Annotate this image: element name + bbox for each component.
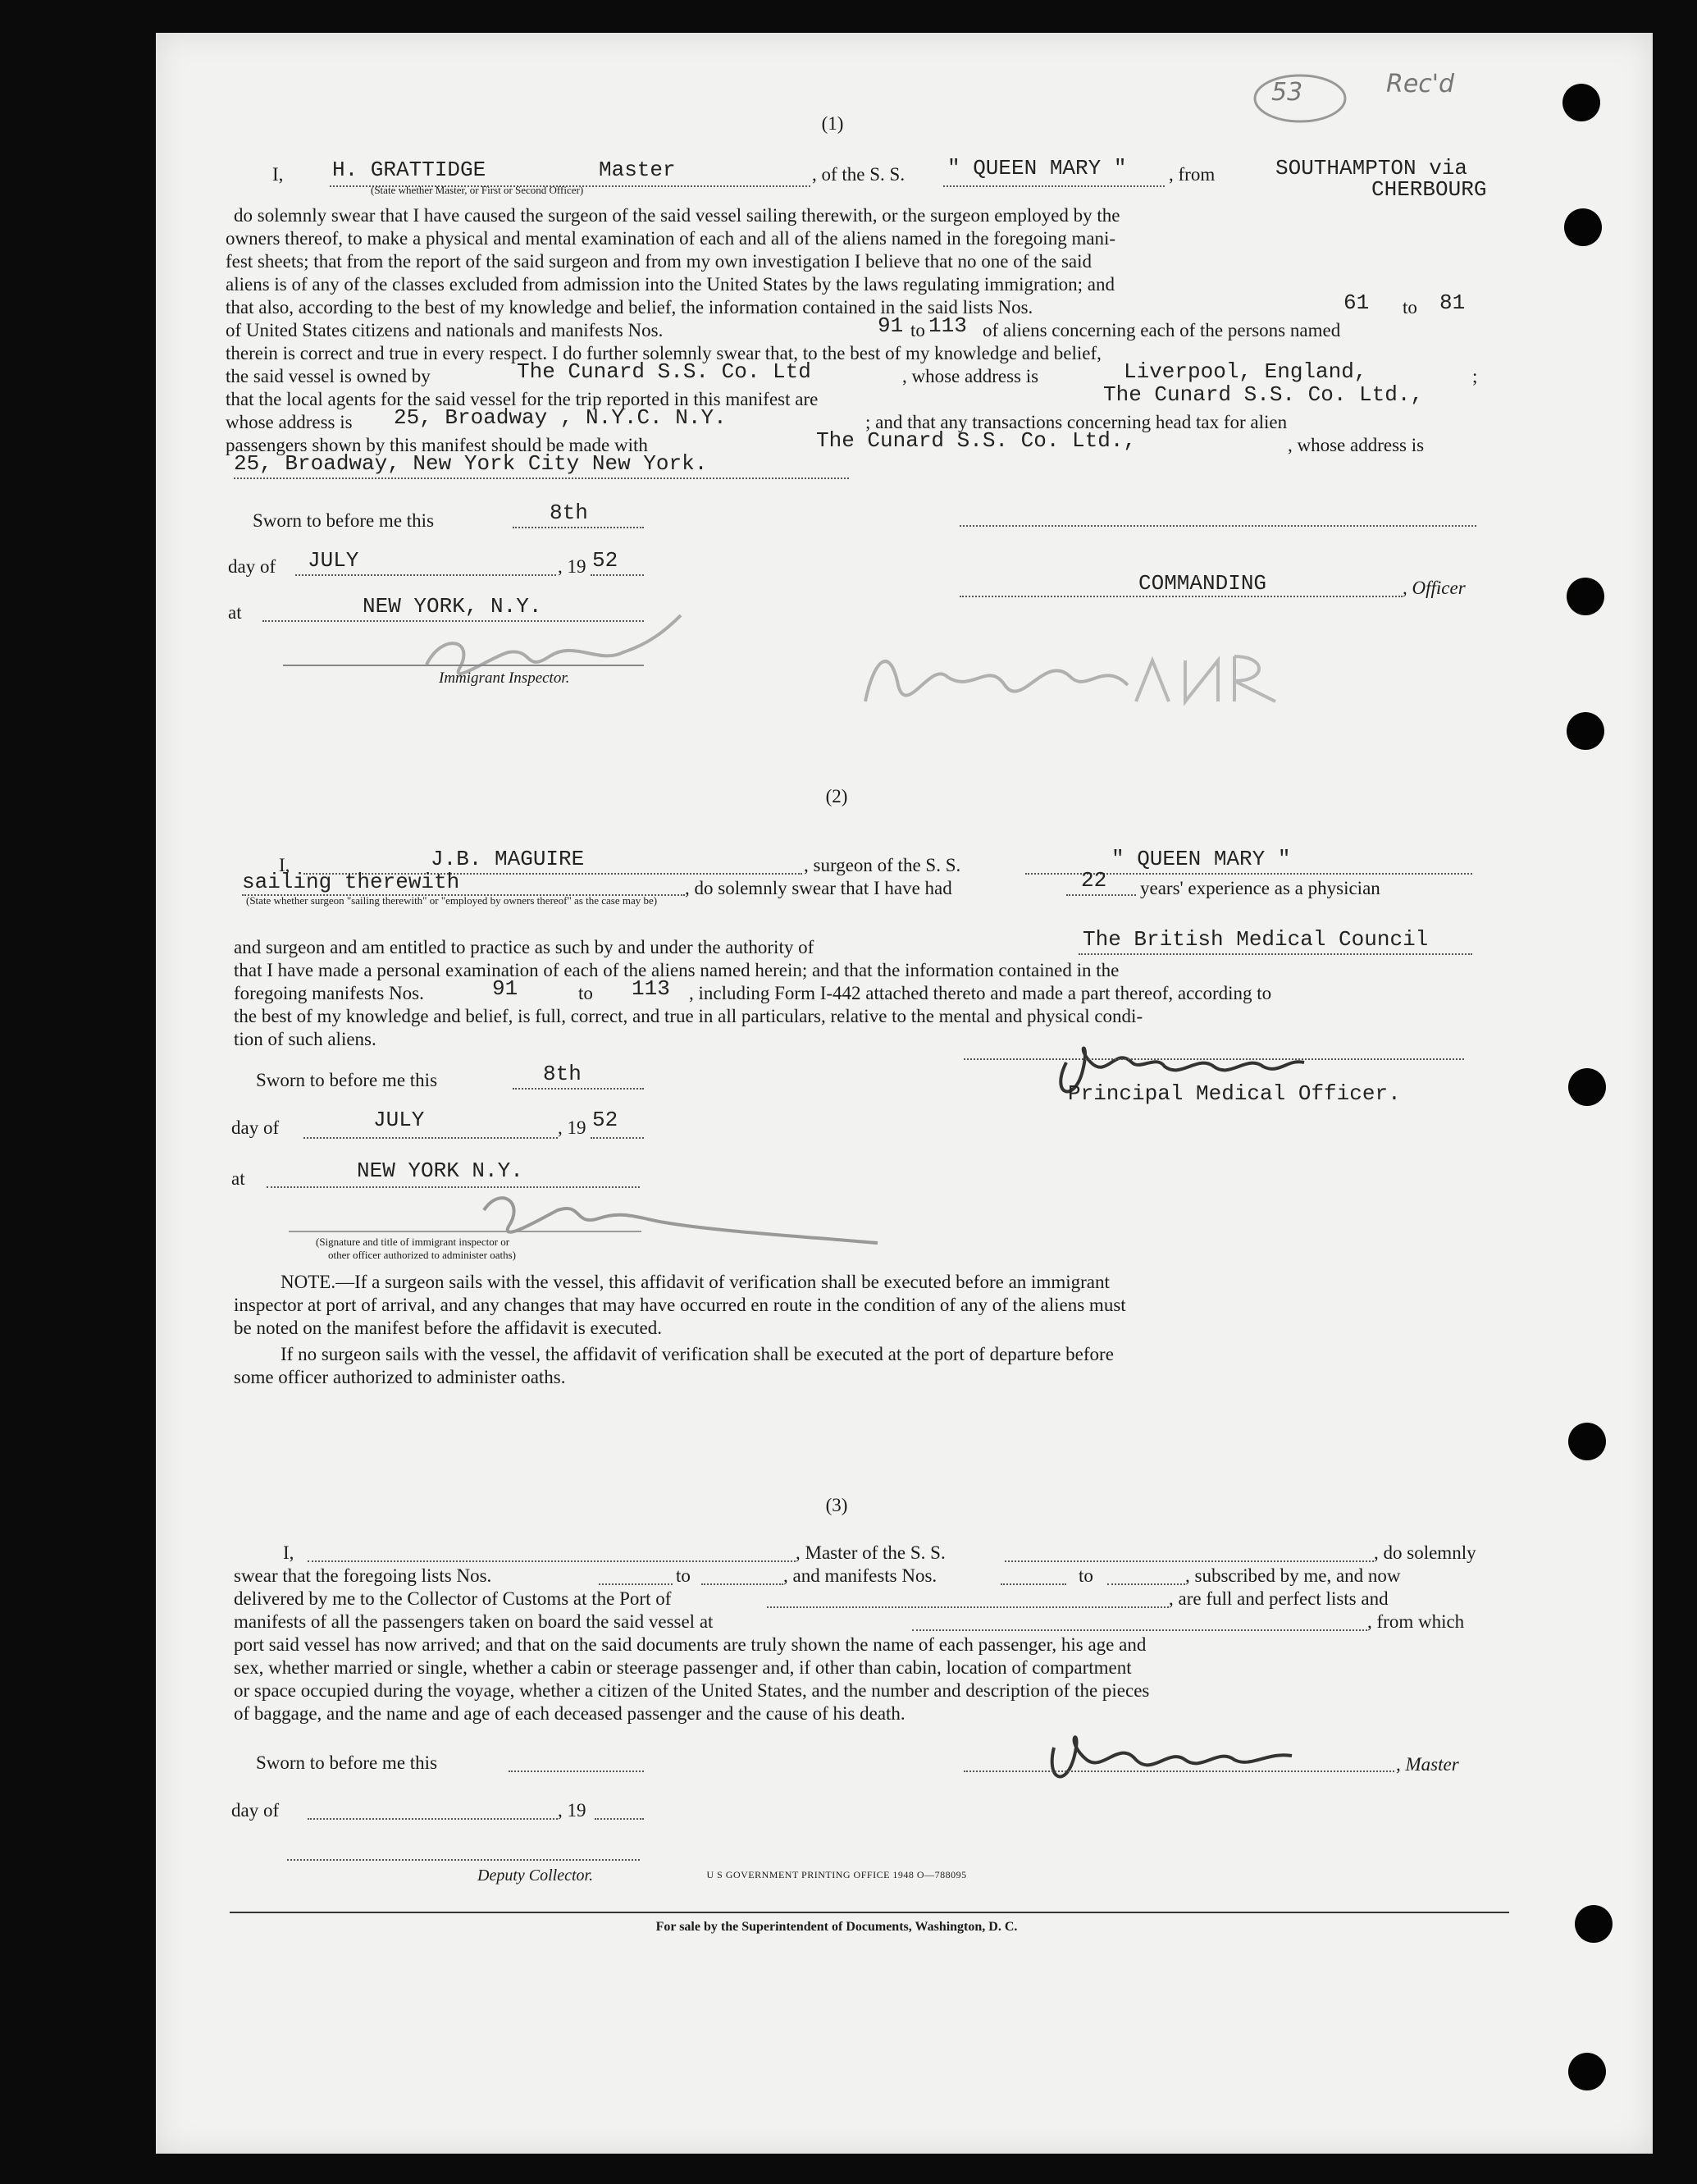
local-agents: The Cunard S.S. Co. Ltd., (1103, 382, 1424, 407)
s1-place: NEW YORK, N.Y. (363, 594, 542, 619)
note-2: inspector at port of arrival, and any changes that may have occurred en route in the condition of any of the aliens must (234, 1295, 1126, 1315)
rank-hint: (State whether Master, or First or Second Officer) (371, 184, 584, 196)
years-line (1066, 894, 1136, 896)
vessel-line (943, 185, 1165, 187)
s3-line2d: to (1079, 1565, 1093, 1586)
s3-manifest-from-line (1001, 1583, 1066, 1585)
manifest-to: 113 (928, 313, 967, 338)
headtax-address: 25, Broadway, New York City New York. (234, 451, 708, 476)
s3-year-line (595, 1818, 644, 1820)
section-2-heading: (2) (825, 786, 848, 806)
s2-year: 52 (592, 1108, 618, 1132)
licensing-authority: The British Medical Council (1083, 927, 1429, 952)
agents-address: 25, Broadway , N.Y.C. N.Y. (394, 405, 727, 430)
s2-line3a: and surgeon and am entitled to practice as such by and under the authority of (234, 937, 814, 957)
punch-hole (1562, 84, 1600, 121)
s2-line6: the best of my knowledge and belief, is full, correct, and true in all particulars, relative to the mental and physical condi- (234, 1006, 1143, 1026)
s1-line10b: ; and that any transactions concerning head tax for alien (865, 412, 1288, 432)
s1-i: I, (272, 164, 284, 185)
s1-month: JULY (308, 548, 359, 573)
surgeon-of-label: , surgeon of the S. S. (804, 855, 961, 875)
s3-boarded-line (912, 1629, 1367, 1631)
commanding: COMMANDING (1138, 571, 1267, 596)
s1-at: at (228, 602, 242, 623)
s3-year-prefix: , 19 (558, 1800, 586, 1821)
s3-line3b: , are full and perfect lists and (1169, 1588, 1389, 1609)
master-signature (1029, 1715, 1308, 1789)
s3-line2a: swear that the foregoing lists Nos. (234, 1565, 492, 1586)
s2-i: I, (279, 855, 290, 875)
s3-master-line (308, 1560, 796, 1562)
s3-line6: sex, whether married or single, whether a cabin or steerage passenger and, if other than cabin, location of compartment (234, 1657, 1132, 1678)
s3-line1b: , Master of the S. S. (796, 1542, 946, 1563)
s1-line6a: of United States citizens and nationals and manifests Nos. (226, 320, 664, 340)
s2-inspector-signature (468, 1177, 894, 1251)
master-rank: Master (599, 158, 676, 182)
punch-hole (1567, 578, 1604, 615)
s1-line8b: , whose address is (902, 366, 1039, 386)
s3-line3a: delivered by me to the Collector of Customs at the Port of (234, 1588, 672, 1609)
vessel-name: " QUEEN MARY " (947, 156, 1127, 180)
departure-port: SOUTHAMPTON via (1275, 156, 1468, 180)
commanding-line (960, 596, 1403, 597)
handwritten-word: Rec'd (1386, 70, 1455, 98)
note-3: be noted on the manifest before the affidavit is executed. (234, 1318, 662, 1338)
s1-sworn-day: 8th (550, 500, 588, 525)
s3-line7: or space occupied during the voyage, whether a citizen of the United States, and the number and description of the pieces (234, 1680, 1150, 1701)
punch-hole (1575, 1905, 1613, 1943)
s1-year-prefix: , 19 (558, 556, 586, 577)
s1-line8c: ; (1472, 366, 1478, 386)
s1-line10a: whose address is (226, 412, 353, 432)
s2-sig-hint-2: other officer authorized to administer oaths) (328, 1249, 516, 1261)
s2-vessel: " QUEEN MARY " (1111, 847, 1291, 871)
s2-line5b: , including Form I-442 attached thereto and made a part thereof, according to (689, 983, 1272, 1003)
s3-line1a: I, (283, 1542, 294, 1563)
s3-master-label: , Master (1396, 1754, 1459, 1775)
s1-line6b: of aliens concerning each of the persons named (983, 320, 1341, 340)
s1-year-line (591, 574, 644, 576)
s1-signature-line (960, 525, 1476, 527)
lists-from: 61 (1343, 290, 1370, 315)
from-label: , from (1169, 164, 1216, 185)
owner-address: Liverpool, England, (1124, 359, 1367, 384)
printing-office: U S GOVERNMENT PRINTING OFFICE 1948 O—788095 (706, 1869, 967, 1880)
punch-hole (1567, 712, 1604, 750)
sailing-hint: (State whether surgeon "sailing therewith" or "employed by owners thereof" as the case may be) (246, 894, 658, 907)
s2-sworn-day: 8th (543, 1062, 582, 1086)
note-1: NOTE.—If a surgeon sails with the vessel, this affidavit of verification shall be executed before an immigrant (281, 1272, 1110, 1292)
s2-at: at (231, 1168, 245, 1189)
section-1-heading: (1) (821, 113, 844, 134)
note-4: If no surgeon sails with the vessel, the affidavit of verification shall be executed at the port of departure before (281, 1344, 1114, 1364)
headtax-address-line (234, 477, 849, 479)
s1-body-1: do solemnly swear that I have caused the surgeon of the said vessel sailing therewith, or the surgeon employed by the (234, 205, 1120, 226)
s1-line9a: that the local agents for the said vessel for the trip reported in this manifest are (226, 389, 819, 409)
s1-body-2: owners thereof, to make a physical and mental examination of each and all of the aliens named in the foregoing mani- (226, 228, 1116, 249)
s3-line2e: , subscribed by me, and now (1185, 1565, 1401, 1586)
s2-to: 113 (632, 976, 670, 1001)
s2-inspector-line (289, 1231, 641, 1232)
lists-to: 81 (1439, 290, 1466, 315)
docked-stamp (841, 611, 1316, 734)
s3-line4b: , from which (1367, 1611, 1465, 1632)
s3-line5: port said vessel has now arrived; and that on the said documents are truly shown the name of each passenger, his age and (234, 1634, 1147, 1655)
handwritten-number: 53 (1271, 78, 1303, 107)
s2-swear-b: years' experience as a physician (1140, 878, 1380, 898)
s3-lists-from-line (599, 1583, 673, 1585)
punch-hole (1564, 208, 1602, 246)
s2-to-word: to (578, 983, 593, 1003)
s2-place: NEW YORK N.Y. (357, 1158, 523, 1183)
manifest-from: 91 (878, 313, 904, 338)
s2-day-of: day of (231, 1117, 280, 1138)
sailing-therewith: sailing therewith (242, 870, 460, 894)
s2-line4: that I have made a personal examination of each of the aliens named herein; and that the information contained in the (234, 960, 1120, 980)
s3-line1c: , do solemnly (1374, 1542, 1476, 1563)
s2-line7: tion of such aliens. (234, 1029, 376, 1049)
s1-line11b: , whose address is (1288, 435, 1425, 455)
s1-body-5: that also, according to the best of my knowledge and belief, the information contained in the said lists Nos. (226, 297, 1033, 318)
manifest-page (156, 33, 1653, 2154)
principal-medical-officer: Principal Medical Officer. (1068, 1081, 1401, 1106)
punch-hole (1568, 2053, 1606, 2090)
master-name: H. GRATTIDGE (332, 158, 486, 182)
s2-sworn-label: Sworn to before me this (256, 1070, 438, 1090)
punch-hole (1568, 1068, 1606, 1106)
s3-day-line (308, 1818, 558, 1820)
s1-body-4: aliens is of any of the classes excluded from admission into the United States by the laws regulating immigration; and (226, 274, 1115, 295)
note-5: some officer authorized to administer oaths. (234, 1367, 566, 1387)
s1-year: 52 (592, 548, 618, 573)
headtax-party: The Cunard S.S. Co. Ltd., (816, 428, 1137, 453)
s2-swear-a: , do solemnly swear that I have had (685, 878, 952, 898)
vessel-owner: The Cunard S.S. Co. Ltd (517, 359, 811, 384)
punch-hole (1568, 1423, 1606, 1460)
s3-sworn-label: Sworn to before me this (256, 1752, 438, 1773)
s3-line2c: , and manifests Nos. (783, 1565, 937, 1586)
departure-port-2: CHERBOURG (1371, 177, 1487, 202)
s1-sworn-day-line (513, 527, 644, 528)
s3-master-sig-line (964, 1771, 1394, 1772)
s2-month: JULY (373, 1108, 425, 1132)
officer-label: , Officer (1403, 578, 1466, 598)
s2-sworn-day-line (513, 1088, 644, 1090)
s3-line2b: to (676, 1565, 691, 1586)
deputy-line (287, 1859, 640, 1861)
footer-rule (230, 1912, 1509, 1913)
surgeon-signature-line (964, 1058, 1464, 1060)
s2-month-line (303, 1137, 558, 1139)
s2-line5a: foregoing manifests Nos. (234, 983, 424, 1003)
of-ss-label: , of the S. S. (812, 164, 906, 185)
s2-year-line (591, 1137, 644, 1139)
s1-line7: therein is correct and true in every respect. I do further solemnly swear that, to the best of my knowledge and belief, (226, 343, 1102, 363)
for-sale-notice: For sale by the Superintendent of Documents, Washington, D. C. (655, 1920, 1018, 1934)
section-3-heading: (3) (825, 1495, 848, 1515)
s3-manifest-to-line (1107, 1583, 1185, 1585)
s3-vessel-line (1005, 1560, 1374, 1562)
s1-body-3: fest sheets; that from the report of the said surgeon and from my own investigation I believe that no one of the said (226, 251, 1093, 272)
s1-sworn-label: Sworn to before me this (253, 510, 435, 531)
immigrant-inspector: Immigrant Inspector. (439, 669, 570, 687)
s3-port-line (767, 1606, 1169, 1608)
authority-line (1079, 953, 1472, 955)
manifest-to-word: to (910, 320, 925, 340)
s1-line11a: passengers shown by this manifest should be made with (226, 435, 648, 455)
s1-line8a: the said vessel is owned by (226, 366, 431, 386)
s2-from: 91 (492, 976, 518, 1001)
s1-month-line (295, 574, 556, 576)
deputy-collector: Deputy Collector. (477, 1866, 594, 1885)
s2-sig-hint-1: (Signature and title of immigrant inspector or (316, 1236, 510, 1248)
s3-line8: of baggage, and the name and age of each deceased passenger and the cause of his death. (234, 1703, 906, 1724)
s3-line4a: manifests of all the passengers taken on board the said vessel at (234, 1611, 714, 1632)
s3-day-of: day of (231, 1800, 280, 1821)
s3-sworn-line (509, 1771, 644, 1772)
s1-day-of: day of (228, 556, 276, 577)
s3-lists-to-line (701, 1583, 783, 1585)
s2-year-prefix: , 19 (558, 1117, 586, 1138)
lists-to-word: to (1403, 297, 1417, 318)
surgeon-name: J.B. MAGUIRE (431, 847, 585, 871)
years-experience: 22 (1081, 868, 1107, 893)
